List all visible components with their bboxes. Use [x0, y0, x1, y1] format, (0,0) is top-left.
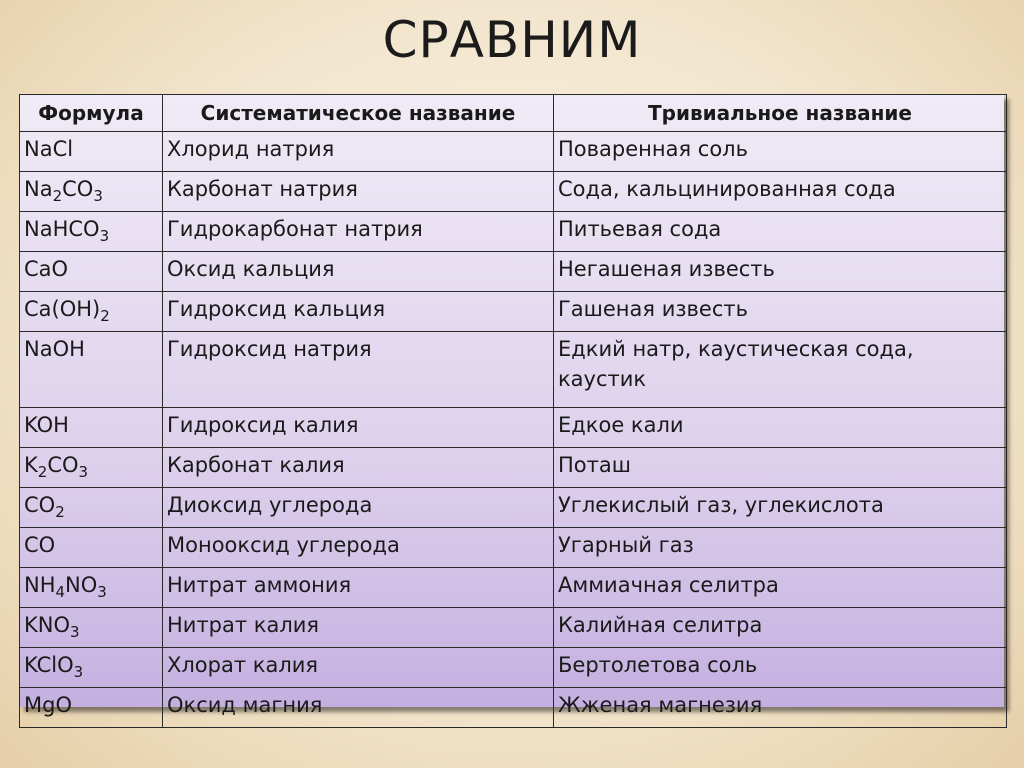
formula-part: NH: [24, 573, 56, 597]
comparison-table: [19, 94, 1007, 728]
cell-trivial-name: Аммиачная селитра: [554, 568, 1007, 608]
formula-subscript: 3: [73, 663, 84, 681]
table-row: [20, 528, 1007, 568]
cell-formula: [20, 252, 163, 292]
formula-part: CO: [62, 177, 94, 201]
cell-trivial-name: Питьевая сода: [554, 212, 1007, 252]
cell-systematic-name: Оксид магния: [163, 688, 554, 728]
table-row: [20, 448, 1007, 488]
cell-systematic-name: Нитрат аммония: [163, 568, 554, 608]
cell-formula: [20, 212, 163, 252]
formula-subscript: 4: [55, 583, 66, 601]
table-row: [20, 292, 1007, 332]
table-body: [20, 132, 1007, 728]
table-row: [20, 488, 1007, 528]
cell-systematic-name: Гидрокарбонат натрия: [163, 212, 554, 252]
formula-part: NaCl: [24, 137, 74, 161]
table-row: [20, 688, 1007, 728]
cell-trivial-name: Углекислый газ, углекислота: [554, 488, 1007, 528]
formula-subscript: 3: [97, 583, 107, 601]
table-row: [20, 332, 1007, 408]
formula-subscript: 3: [99, 227, 110, 245]
cell-systematic-name: Оксид кальция: [163, 252, 554, 292]
formula-part: MgO: [24, 693, 72, 717]
cell-systematic-name: Карбонат натрия: [163, 172, 554, 212]
cell-systematic-name: Гидроксид натрия: [163, 332, 554, 408]
formula-subscript: 3: [70, 623, 80, 641]
table-row: [20, 172, 1007, 212]
formula-part: CO: [47, 453, 79, 477]
formula-part: Ca(OH): [24, 297, 101, 321]
cell-systematic-name: Гидроксид кальция: [163, 292, 554, 332]
cell-trivial-name: Поташ: [554, 448, 1007, 488]
cell-trivial-name: Сода, кальцинированная сода: [554, 172, 1007, 212]
slide-title: СРАВНИМ: [382, 11, 642, 69]
formula-subscript: 3: [93, 187, 103, 205]
cell-trivial-name: Гашеная известь: [554, 292, 1007, 332]
table-row: [20, 252, 1007, 292]
cell-systematic-name: Диоксид углерода: [163, 488, 554, 528]
cell-trivial-name: Едкое кали: [554, 408, 1007, 448]
cell-systematic-name: Хлорид натрия: [163, 132, 554, 172]
formula-subscript: 3: [78, 463, 89, 481]
table-header-row: [20, 95, 1007, 132]
cell-trivial-name: Бертолетова соль: [554, 648, 1007, 688]
cell-formula: [20, 448, 163, 488]
table-row: [20, 408, 1007, 448]
cell-formula: [20, 528, 163, 568]
cell-formula: [20, 688, 163, 728]
cell-systematic-name: Гидроксид калия: [163, 408, 554, 448]
formula-part: NO: [65, 573, 98, 597]
table-row: [20, 648, 1007, 688]
formula-part: CO: [24, 533, 56, 557]
formula-part: K: [24, 453, 38, 477]
cell-trivial-name: Калийная селитра: [554, 608, 1007, 648]
cell-systematic-name: Монооксид углерода: [163, 528, 554, 568]
cell-formula: [20, 408, 163, 448]
cell-systematic-name: Нитрат калия: [163, 608, 554, 648]
cell-formula: [20, 132, 163, 172]
cell-trivial-name: Жженая магнезия: [554, 688, 1007, 728]
header-formula: Формула: [20, 95, 163, 132]
header-trivial-name: Тривиальное название: [554, 95, 1007, 132]
formula-part: NaHCO: [24, 217, 100, 241]
formula-part: KOH: [24, 413, 69, 437]
formula-subscript: 2: [100, 307, 110, 325]
cell-formula: [20, 568, 163, 608]
header-systematic-name: Систематическое название: [163, 95, 554, 132]
cell-systematic-name: Карбонат калия: [163, 448, 554, 488]
formula-subscript: 2: [52, 187, 63, 205]
table-row: [20, 212, 1007, 252]
formula-part: KNO: [24, 613, 71, 637]
cell-trivial-name: Негашеная известь: [554, 252, 1007, 292]
formula-subscript: 2: [37, 463, 48, 481]
formula-subscript: 2: [55, 503, 65, 521]
comparison-table-container: [19, 94, 1004, 717]
cell-formula: [20, 332, 163, 408]
formula-part: NaOH: [24, 337, 85, 361]
cell-formula: [20, 172, 163, 212]
cell-formula: [20, 292, 163, 332]
cell-formula: [20, 648, 163, 688]
table-row: [20, 608, 1007, 648]
formula-part: KClO: [24, 653, 74, 677]
cell-formula: [20, 488, 163, 528]
cell-trivial-name: Угарный газ: [554, 528, 1007, 568]
formula-part: CO: [24, 493, 56, 517]
cell-formula: [20, 608, 163, 648]
table-row: [20, 132, 1007, 172]
formula-part: CaO: [24, 257, 69, 281]
cell-systematic-name: Хлорат калия: [163, 648, 554, 688]
table-row: [20, 568, 1007, 608]
formula-part: Na: [24, 177, 53, 201]
cell-trivial-name: Поваренная соль: [554, 132, 1007, 172]
cell-trivial-name: Едкий натр, каустическая сода, каустик: [554, 332, 1007, 408]
